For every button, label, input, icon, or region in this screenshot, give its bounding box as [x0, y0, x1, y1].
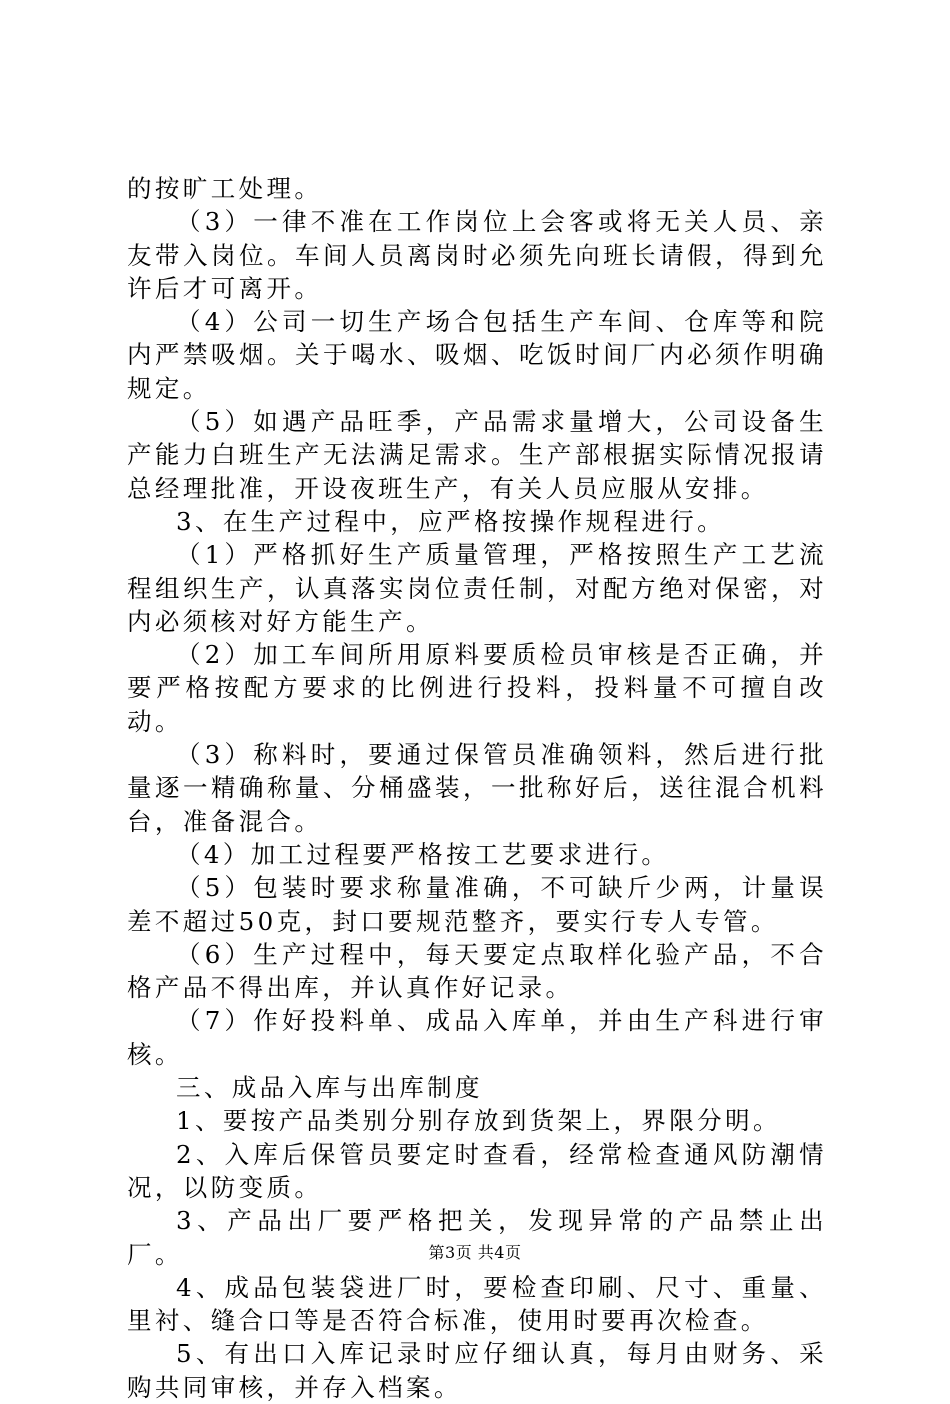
paragraph: （1）严格抓好生产质量管理，严格按照生产工艺流程组织生产，认真落实岗位责任制，对配方绝对保密，对内必须核对好方能生产。: [127, 540, 827, 636]
paragraph: 2、入库后保管员要定时查看，经常检查通风防潮情况，以防变质。: [127, 1139, 827, 1202]
paragraph: 4、成品包装袋进厂时，要检查印刷、尺寸、重量、里衬、缝合口等是否符合标准，使用时要再次检查。: [127, 1272, 827, 1336]
document-body: [127, 172, 827, 1404]
paragraph: 的按旷工处理。: [127, 174, 323, 203]
paragraph: 3、在生产过程中，应严格按操作规程进行。: [176, 506, 726, 536]
paragraph: （3）称料时，要通过保管员准确领料，然后进行批量逐一精确称量、分桶盛装，一批称好后，送往混合机料台，准备混合。: [127, 740, 827, 836]
page-number-footer: 第3页 共4页: [428, 1243, 522, 1262]
paragraph: （7）作好投料单、成品入库单，并由生产科进行审核。: [127, 1006, 827, 1069]
paragraph: （2）加工车间所用原料要质检员审核是否正确，并要严格按配方要求的比例进行投料，投料量不可擅自改动。: [127, 640, 827, 736]
paragraph: （5）包装时要求称量准确，不可缺斤少两，计量误差不超过50克，封口要规范整齐，要实行专人专管。: [127, 873, 827, 936]
paragraph: （3）一律不准在工作岗位上会客或将无关人员、亲友带入岗位。车间人员离岗时必须先向班长请假，得到允许后才可离开。: [127, 207, 827, 303]
paragraph: （4）加工过程要严格按工艺要求进行。: [176, 839, 670, 869]
paragraph: （5）如遇产品旺季，产品需求量增大，公司设备生产能力白班生产无法满足需求。生产部根据实际情况报请总经理批准，开设夜班生产，有关人员应服从安排。: [127, 407, 827, 503]
paragraph: 1、要按产品类别分别存放到货架上，界限分明。: [176, 1106, 781, 1136]
paragraph: 5、有出口入库记录时应仔细认真，每月由财务、采购共同审核，并存入档案。: [127, 1339, 827, 1402]
paragraph: 3、产品出厂要严格把关，发现异常的产品禁止出厂。: [127, 1206, 827, 1269]
paragraph: （6）生产过程中，每天要定点取样化验产品，不合格产品不得出库，并认真作好记录。: [127, 939, 827, 1003]
paragraph: （4）公司一切生产场合包括生产车间、仓库等和院内严禁吸烟。关于喝水、吸烟、吃饭时间厂内必须作明确规定。: [127, 307, 827, 403]
section-heading: 三、成品入库与出库制度: [176, 1073, 483, 1103]
